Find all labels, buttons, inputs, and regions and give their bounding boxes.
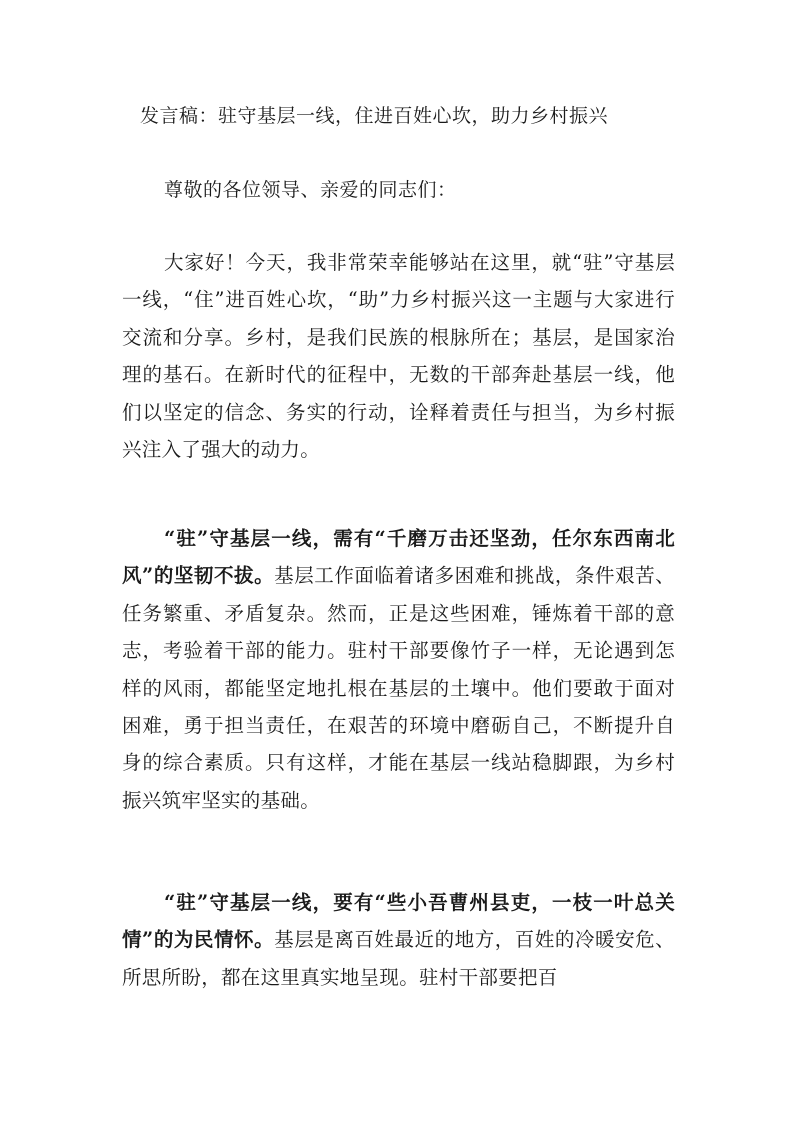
- paragraph: [122, 520, 675, 819]
- paragraph-body: 基层工作面临着诸多困难和挑战，条件艰苦、任务繁重、矛盾复杂。然而，正是这些困难，锤炼着干部的意志，考验着干部的能力。驻村干部要像竹子一样，无论遇到怎样的风雨，都能坚定地扎根在基层的土壤中。他们要敢于面对困难，勇于担当责任，在艰苦的环境中磨砺自己，不断提升自身的综合素质。只有这样，才能在基层一线站稳脚跟，为乡村振兴筑牢坚实的基础。: [122, 564, 675, 812]
- speech-title: 发言稿：驻守基层一线，住进百姓心坎，助力乡村振兴: [140, 105, 609, 127]
- paragraph-body: 基层是离百姓最近的地方，百姓的冷暖安危、所思所盼，都在这里真实地呈现。驻村干部要把百: [122, 928, 675, 989]
- salutation: 尊敬的各位领导、亲爱的同志们：: [164, 179, 457, 201]
- paragraph-lead-sentence: “驻”守基层一线，需有“千磨万击还坚劲，任尔东西南北风”的坚韧不拔。: [122, 527, 675, 588]
- paragraph: [122, 244, 675, 468]
- paragraph-body: 大家好！今天，我非常荣幸能够站在这里，就“驻”守基层一线，“住”进百姓心坎，“助”力乡村振兴这一主题与大家进行交流和分享。乡村，是我们民族的根脉所在；基层，是国家治理的基石。在新时代的征程中，无数的干部奔赴基层一线，他们以坚定的信念、务实的行动，诠释着责任与担当，为乡村振兴注入了强大的动力。: [122, 251, 675, 462]
- paragraph-lead-sentence: “驻”守基层一线，要有“些小吾曹州县吏，一枝一叶总关情”的为民情怀。: [122, 891, 675, 952]
- paragraph: [122, 884, 675, 996]
